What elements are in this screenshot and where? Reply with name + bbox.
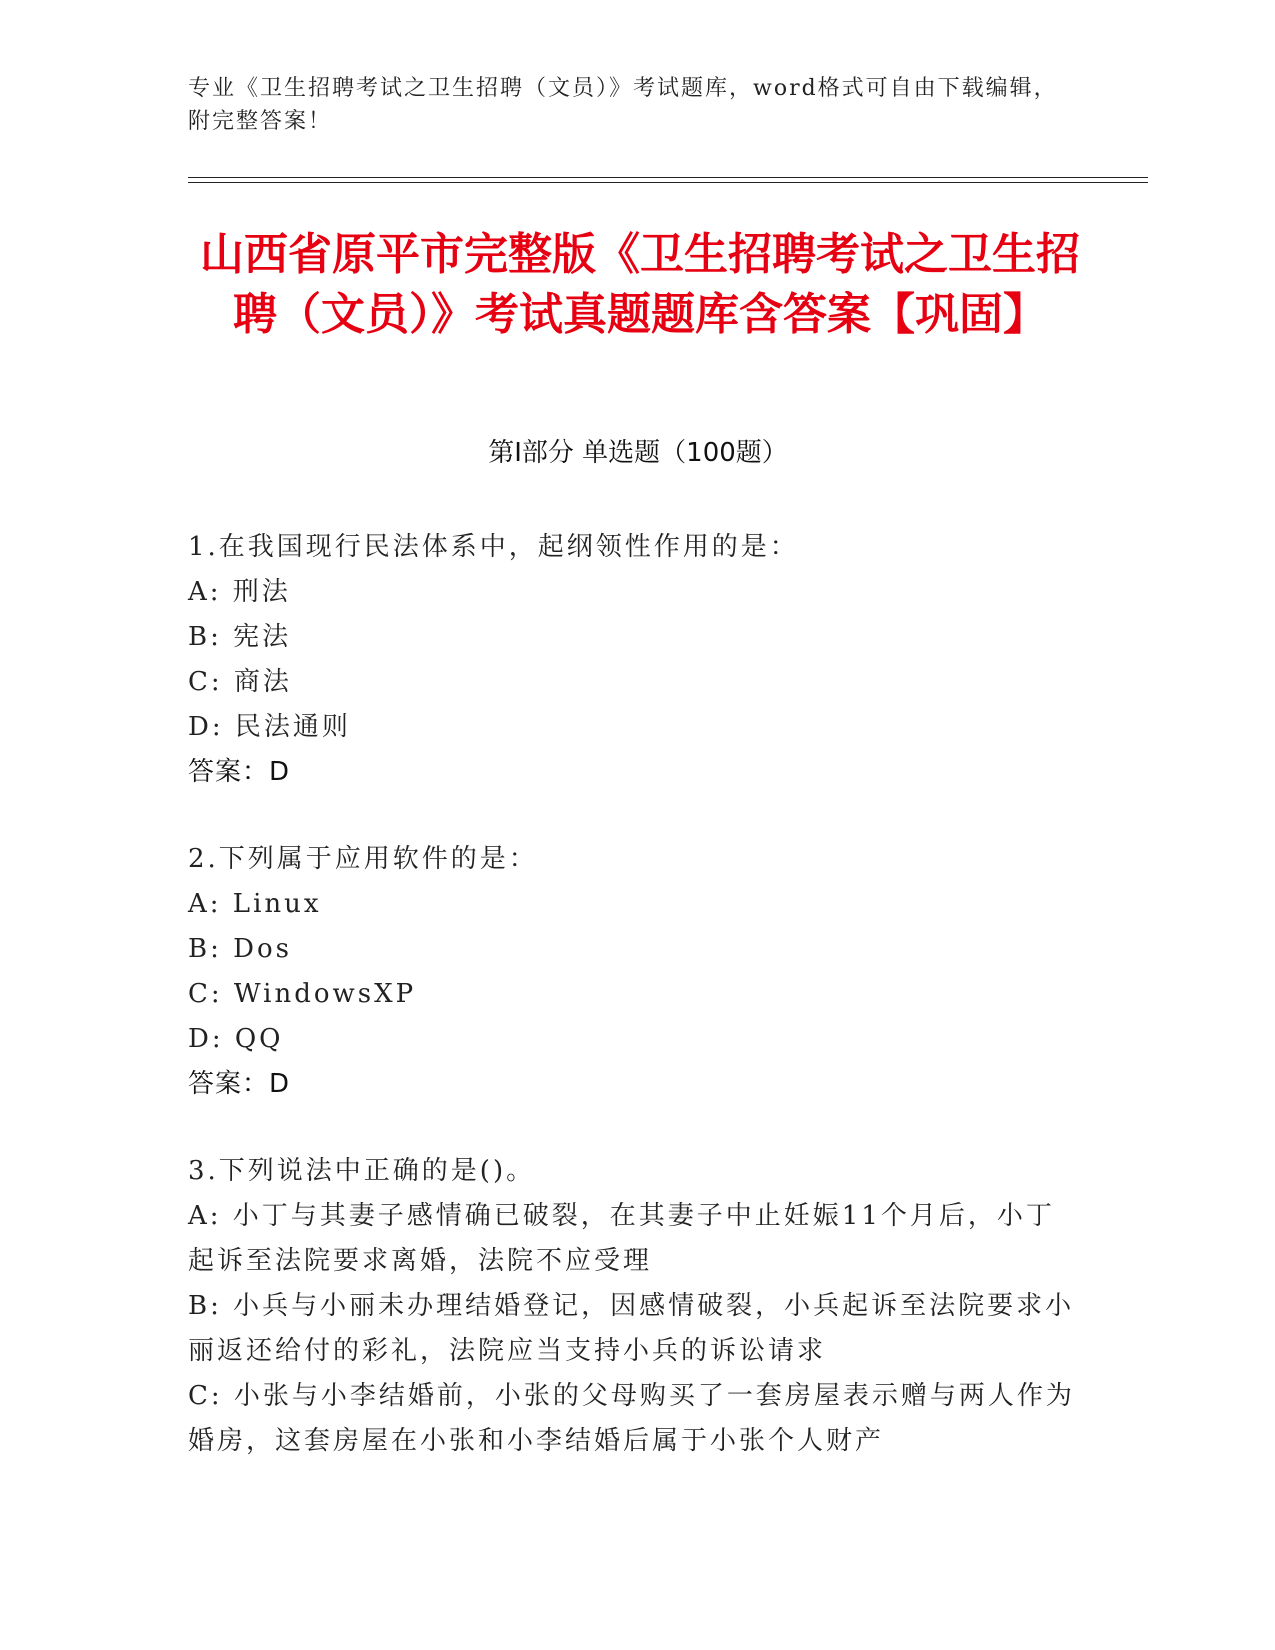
document-title: 山西省原平市完整版《卫生招聘考试之卫生招聘（文员）》考试真题题库含答案【巩固】: [200, 229, 1080, 340]
header-rule-top: [188, 177, 1148, 178]
question-3: [188, 1149, 1078, 1464]
option-d: D: QQ: [188, 1024, 284, 1054]
question-stem: 3.下列说法中正确的是()。: [188, 1156, 536, 1186]
question-2: [188, 837, 1078, 1107]
option-c: C: 商法: [188, 667, 292, 697]
question-stem: 1.在我国现行民法体系中，起纲领性作用的是：: [188, 532, 799, 562]
question-list: [188, 525, 1078, 1506]
section-title: 第I部分 单选题（100题）: [488, 438, 788, 468]
option-a: A: Linux: [188, 889, 322, 919]
option-c: C: WindowsXP: [188, 979, 417, 1009]
answer: 答案：D: [188, 1069, 291, 1099]
option-b: B: Dos: [188, 934, 292, 964]
option-a: A: 刑法: [188, 577, 291, 607]
question-stem: 2.下列属于应用软件的是：: [188, 844, 538, 874]
option-b: B: 宪法: [188, 622, 292, 652]
option-d: D: 民法通则: [188, 712, 351, 742]
option-c: C: 小张与小李结婚前，小张的父母购买了一套房屋表示赠与两人作为婚房，这套房屋在小张和小李结婚后属于小张个人财产: [188, 1381, 1075, 1456]
answer: 答案：D: [188, 757, 291, 787]
header-rule-bottom: [188, 182, 1148, 183]
question-1: [188, 525, 1078, 795]
option-b: B: 小兵与小丽未办理结婚登记，因感情破裂，小兵起诉至法院要求小丽返还给付的彩礼，法院应当支持小兵的诉讼请求: [188, 1291, 1075, 1366]
option-a: A: 小丁与其妻子感情确已破裂，在其妻子中止妊娠11个月后，小丁起诉至法院要求离婚，法院不应受理: [188, 1201, 1055, 1276]
header-note: 专业《卫生招聘考试之卫生招聘（文员）》考试题库，word格式可自由下载编辑，附完整答案！: [188, 76, 1058, 134]
